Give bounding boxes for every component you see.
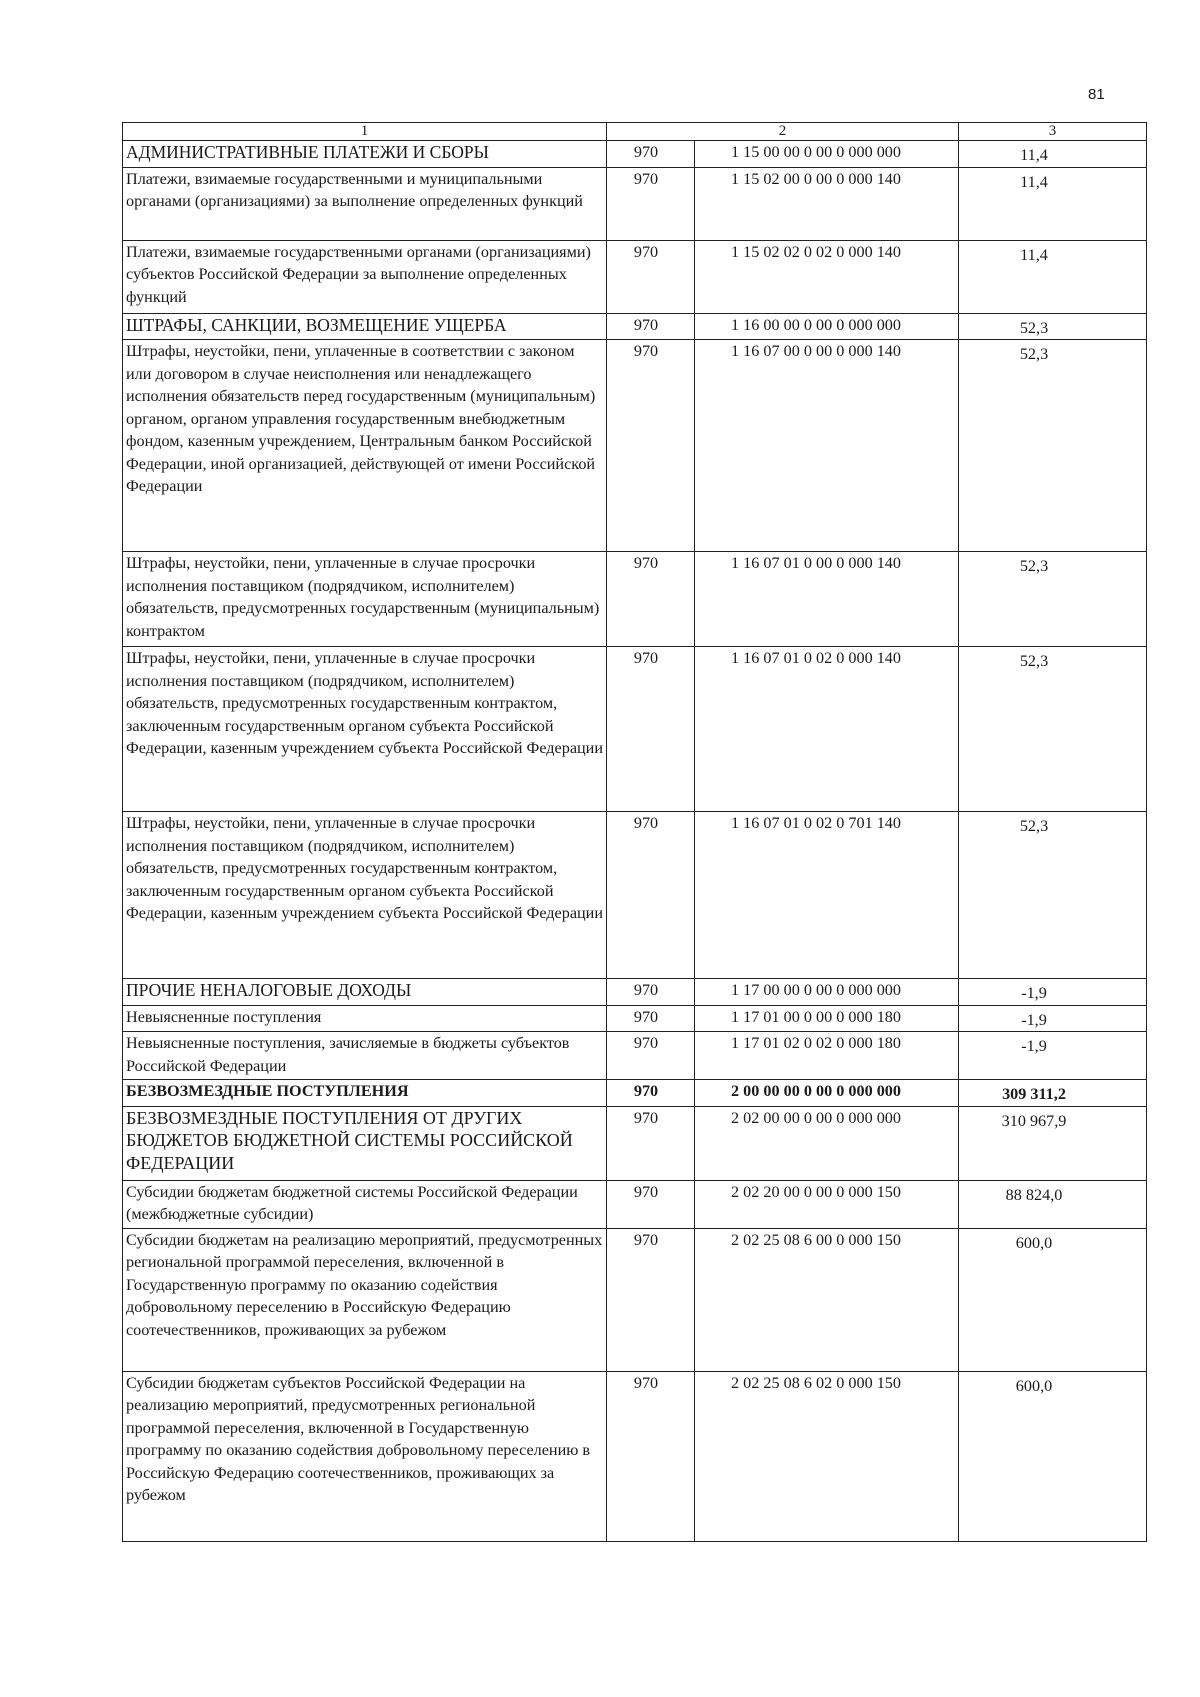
- table-row: [123, 313, 1147, 340]
- row-value: -1,9: [959, 979, 1147, 1006]
- row-name: Субсидии бюджетам субъектов Российской Федерации на реализацию мероприятий, предусмотренных региональной программой переселения, включенной в Государственную программу по оказанию содействия добровольному переселению в Российскую Федерацию соотечественников, проживающих за рубежом: [123, 1371, 607, 1541]
- row-name: БЕЗВОЗМЕЗДНЫЕ ПОСТУПЛЕНИЯ: [123, 1080, 607, 1107]
- row-name: Штрафы, неустойки, пени, уплаченные в случае просрочки исполнения поставщиком (подрядчиком, исполнителем) обязательств, предусмотренных государственным (муниципальным) контрактом: [123, 552, 607, 647]
- row-budget-code: 1 15 00 00 0 00 0 000 000: [695, 141, 959, 168]
- row-admin-code: 970: [607, 1005, 695, 1032]
- table-row: [123, 1228, 1147, 1371]
- table-row: [123, 1371, 1147, 1541]
- row-name: Невыясненные поступления, зачисляемые в бюджеты субъектов Российской Федерации: [123, 1032, 607, 1080]
- row-value: -1,9: [959, 1032, 1147, 1080]
- row-name: БЕЗВОЗМЕЗДНЫЕ ПОСТУПЛЕНИЯ ОТ ДРУГИХ БЮДЖЕТОВ БЮДЖЕТНОЙ СИСТЕМЫ РОССИЙСКОЙ ФЕДЕРАЦИИ: [123, 1106, 607, 1180]
- table-row: [123, 167, 1147, 240]
- row-budget-code: 1 15 02 00 0 00 0 000 140: [695, 167, 959, 240]
- row-budget-code: 1 16 07 01 0 02 0 701 140: [695, 812, 959, 979]
- row-value: 11,4: [959, 167, 1147, 240]
- row-admin-code: 970: [607, 240, 695, 313]
- row-value: 310 967,9: [959, 1106, 1147, 1180]
- row-budget-code: 2 02 25 08 6 02 0 000 150: [695, 1371, 959, 1541]
- page-number: 81: [1088, 86, 1105, 103]
- row-value: 600,0: [959, 1228, 1147, 1371]
- row-admin-code: 970: [607, 812, 695, 979]
- row-value: 11,4: [959, 141, 1147, 168]
- row-admin-code: 970: [607, 647, 695, 812]
- row-budget-code: 1 17 01 00 0 00 0 000 180: [695, 1005, 959, 1032]
- row-value: -1,9: [959, 1005, 1147, 1032]
- table-row: [123, 1032, 1147, 1080]
- row-admin-code: 970: [607, 340, 695, 552]
- table-row: [123, 1005, 1147, 1032]
- table-header-row: [123, 123, 1147, 141]
- row-admin-code: 970: [607, 1080, 695, 1107]
- row-budget-code: 1 16 07 01 0 02 0 000 140: [695, 647, 959, 812]
- table-row: [123, 1180, 1147, 1228]
- budget-table-container: [122, 122, 1146, 1542]
- table-row: [123, 1106, 1147, 1180]
- row-value: 600,0: [959, 1371, 1147, 1541]
- row-admin-code: 970: [607, 1180, 695, 1228]
- row-name: Штрафы, неустойки, пени, уплаченные в соответствии с законом или договором в случае неисполнения или ненадлежащего исполнения обязательств перед государственным (муниципальным) органом, органом управления государственным внебюджетным фондом, казенным учреждением, Центральным банком Российской Федерации, иной организацией, действующей от имени Российской Федерации: [123, 340, 607, 552]
- header-col-1: 1: [123, 123, 607, 141]
- row-name: ШТРАФЫ, САНКЦИИ, ВОЗМЕЩЕНИЕ УЩЕРБА: [123, 313, 607, 340]
- table-row: [123, 1080, 1147, 1107]
- row-admin-code: 970: [607, 1228, 695, 1371]
- row-admin-code: 970: [607, 1032, 695, 1080]
- row-name: Платежи, взимаемые государственными и муниципальными органами (организациями) за выполнение определенных функций: [123, 167, 607, 240]
- row-value: 52,3: [959, 313, 1147, 340]
- row-name: АДМИНИСТРАТИВНЫЕ ПЛАТЕЖИ И СБОРЫ: [123, 141, 607, 168]
- header-col-2: 2: [607, 123, 959, 141]
- row-value: 52,3: [959, 552, 1147, 647]
- row-budget-code: 2 02 25 08 6 00 0 000 150: [695, 1228, 959, 1371]
- row-admin-code: 970: [607, 167, 695, 240]
- row-admin-code: 970: [607, 552, 695, 647]
- row-value: 52,3: [959, 647, 1147, 812]
- row-value: 11,4: [959, 240, 1147, 313]
- row-admin-code: 970: [607, 1106, 695, 1180]
- row-name: Штрафы, неустойки, пени, уплаченные в случае просрочки исполнения поставщиком (подрядчиком, исполнителем) обязательств, предусмотренных государственным контрактом, заключенным государственным органом субъекта Российской Федерации, казенным учреждением субъекта Российской Федерации: [123, 647, 607, 812]
- row-value: 309 311,2: [959, 1080, 1147, 1107]
- row-admin-code: 970: [607, 313, 695, 340]
- row-budget-code: 1 15 02 02 0 02 0 000 140: [695, 240, 959, 313]
- row-value: 52,3: [959, 812, 1147, 979]
- row-budget-code: 2 00 00 00 0 00 0 000 000: [695, 1080, 959, 1107]
- table-row: [123, 979, 1147, 1006]
- row-name: Платежи, взимаемые государственными органами (организациями) субъектов Российской Федерации за выполнение определенных функций: [123, 240, 607, 313]
- table-row: [123, 340, 1147, 552]
- row-name: Субсидии бюджетам бюджетной системы Российской Федерации (межбюджетные субсидии): [123, 1180, 607, 1228]
- row-budget-code: 1 17 01 02 0 02 0 000 180: [695, 1032, 959, 1080]
- table-row: [123, 647, 1147, 812]
- row-budget-code: 1 16 07 00 0 00 0 000 140: [695, 340, 959, 552]
- row-value: 88 824,0: [959, 1180, 1147, 1228]
- row-admin-code: 970: [607, 1371, 695, 1541]
- row-admin-code: 970: [607, 141, 695, 168]
- table-row: [123, 141, 1147, 168]
- row-name: Субсидии бюджетам на реализацию мероприятий, предусмотренных региональной программой переселения, включенной в Государственную программу по оказанию содействия добровольному переселению в Российскую Федерацию соотечественников, проживающих за рубежом: [123, 1228, 607, 1371]
- row-budget-code: 1 16 07 01 0 00 0 000 140: [695, 552, 959, 647]
- row-name: Штрафы, неустойки, пени, уплаченные в случае просрочки исполнения поставщиком (подрядчиком, исполнителем) обязательств, предусмотренных государственным контрактом, заключенным государственным органом субъекта Российской Федерации, казенным учреждением субъекта Российской Федерации: [123, 812, 607, 979]
- row-budget-code: 2 02 00 00 0 00 0 000 000: [695, 1106, 959, 1180]
- row-admin-code: 970: [607, 979, 695, 1006]
- row-budget-code: 1 16 00 00 0 00 0 000 000: [695, 313, 959, 340]
- budget-revenue-table: [122, 122, 1147, 1542]
- table-row: [123, 240, 1147, 313]
- header-col-3: 3: [959, 123, 1147, 141]
- row-name: ПРОЧИЕ НЕНАЛОГОВЫЕ ДОХОДЫ: [123, 979, 607, 1006]
- row-budget-code: 1 17 00 00 0 00 0 000 000: [695, 979, 959, 1006]
- table-row: [123, 552, 1147, 647]
- row-name: Невыясненные поступления: [123, 1005, 607, 1032]
- table-row: [123, 812, 1147, 979]
- row-budget-code: 2 02 20 00 0 00 0 000 150: [695, 1180, 959, 1228]
- row-value: 52,3: [959, 340, 1147, 552]
